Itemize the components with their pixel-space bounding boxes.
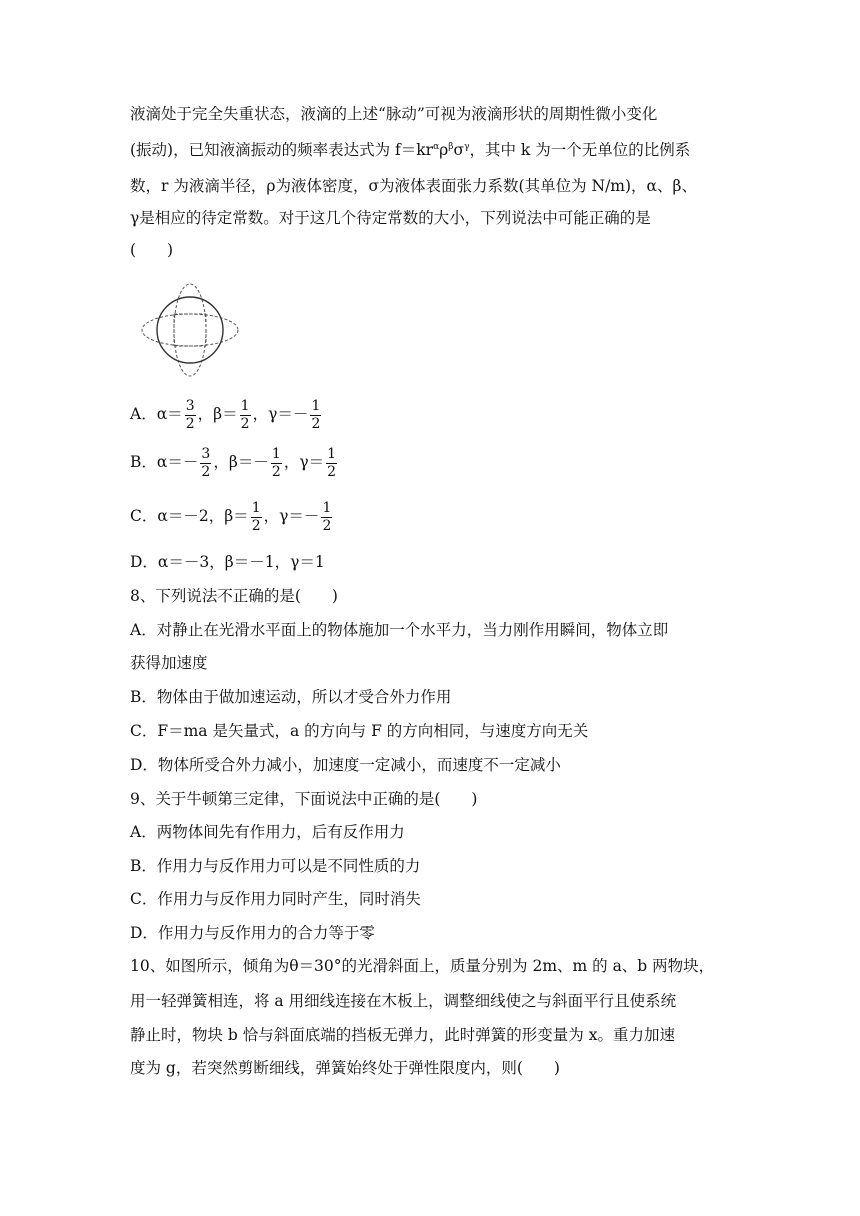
q7-line-2-text: (振动)，已知液滴振动的频率表达式为 f＝kr (130, 141, 434, 159)
fraction-denominator: 2 (322, 517, 332, 534)
q7-line-2-tail: ，其中 k 为一个无单位的比例系 (469, 141, 691, 159)
fraction-numerator: 3 (201, 445, 211, 462)
q8-option-d: D．物体所受合外力减小，加速度一定减小，而速度不一定减小 (130, 756, 561, 774)
q10-line-4: 度为 g，若突然剪断细线，弹簧始终处于弹性限度内，则( ) (130, 1059, 560, 1077)
droplet-circle (157, 297, 223, 363)
fraction (321, 500, 332, 535)
formula-sigma: σ (453, 141, 465, 159)
fraction-numerator: 1 (251, 499, 261, 516)
q8-option-a: A．对静止在光滑水平面上的物体施加一个水平力，当力刚作用瞬间，物体立即 (130, 621, 669, 639)
fraction (326, 446, 337, 481)
q7-line-4: γ是相应的待定常数。对于这几个待定常数的大小，下列说法中可能正确的是 (130, 209, 651, 227)
q7-option-a (130, 395, 323, 433)
fraction-numerator: 1 (271, 445, 281, 462)
fraction-numerator: 1 (240, 397, 250, 414)
fraction-numerator: 1 (311, 397, 321, 414)
q9-option-b: B．作用力与反作用力可以是不同性质的力 (130, 857, 421, 875)
formula-gamma: γ (464, 142, 470, 152)
option-b-sep: ，γ＝ (283, 453, 325, 471)
q8-stem: 8、下列说法不正确的是( ) (130, 587, 338, 605)
formula-alpha: α (433, 142, 440, 152)
q8-option-b: B．物体由于做加速运动，所以才受合外力作用 (130, 688, 452, 706)
q10-line-1: 10、如图所示，倾角为θ＝30°的光滑斜面上，质量分别为 2m、m 的 a、b 两物块， (130, 957, 715, 975)
q8-option-a-cont: 获得加速度 (130, 654, 208, 672)
option-a-sep: ，β＝ (197, 405, 238, 423)
option-c-prefix: C．α＝－2，β＝ (130, 507, 249, 525)
fraction (310, 398, 321, 433)
fraction-numerator: 3 (185, 397, 195, 414)
fraction (185, 398, 196, 433)
option-b-sep: ，β＝－ (213, 453, 269, 471)
formula-beta: β (448, 142, 454, 152)
fraction-denominator: 2 (271, 463, 281, 480)
fraction-numerator: 1 (327, 445, 337, 462)
fraction-denominator: 2 (240, 415, 250, 432)
option-a-sep: ，γ＝－ (252, 405, 309, 423)
q7-answer-blank: ( ) (130, 241, 174, 259)
q7-line-2 (130, 140, 690, 160)
fraction-denominator: 2 (251, 517, 261, 534)
droplet-oscillation-figure (138, 280, 246, 380)
fraction-denominator: 2 (327, 463, 337, 480)
q10-line-3: 静止时，物块 b 恰与斜面底端的挡板无弹力，此时弹簧的形变量为 x。重力加速 (130, 1026, 675, 1044)
fraction (251, 500, 262, 535)
q7-line-3: 数，r 为液滴半径，ρ为液体密度，σ为液体表面张力系数(其单位为 N/m)，α、β、 (130, 177, 697, 195)
q9-option-d: D．作用力与反作用力的合力等于零 (130, 924, 375, 942)
q7-option-b (130, 443, 339, 481)
q7-option-d: D．α＝－3，β＝－1，γ＝1 (130, 553, 325, 571)
q9-stem: 9、关于牛顿第三定律，下面说法中正确的是( ) (130, 790, 478, 808)
q7-line-1: 液滴处于完全失重状态，液滴的上述“脉动”可视为液滴形状的周期性微小变化 (130, 105, 658, 123)
vertical-deformed-shape (174, 284, 206, 376)
q10-line-2: 用一轻弹簧相连，将 a 用细线连接在木板上，调整细线使之与斜面平行且使系统 (130, 992, 677, 1010)
option-c-sep: ，γ＝－ (263, 507, 320, 525)
q9-option-c: C．作用力与反作用力同时产生，同时消失 (130, 890, 421, 908)
q7-option-c (130, 497, 334, 535)
fraction-denominator: 2 (201, 463, 211, 480)
formula-rho: ρ (439, 141, 449, 159)
option-a-prefix: A．α＝ (130, 405, 183, 423)
fraction (200, 446, 211, 481)
q8-option-c: C．F＝ma 是矢量式，a 的方向与 F 的方向相同，与速度方向无关 (130, 722, 589, 740)
fraction (240, 398, 251, 433)
q9-option-a: A．两物体间先有作用力，后有反作用力 (130, 823, 405, 841)
fraction-denominator: 2 (185, 415, 195, 432)
fraction (271, 446, 282, 481)
fraction-denominator: 2 (311, 415, 321, 432)
fraction-numerator: 1 (322, 499, 332, 516)
option-b-prefix: B．α＝－ (130, 453, 199, 471)
